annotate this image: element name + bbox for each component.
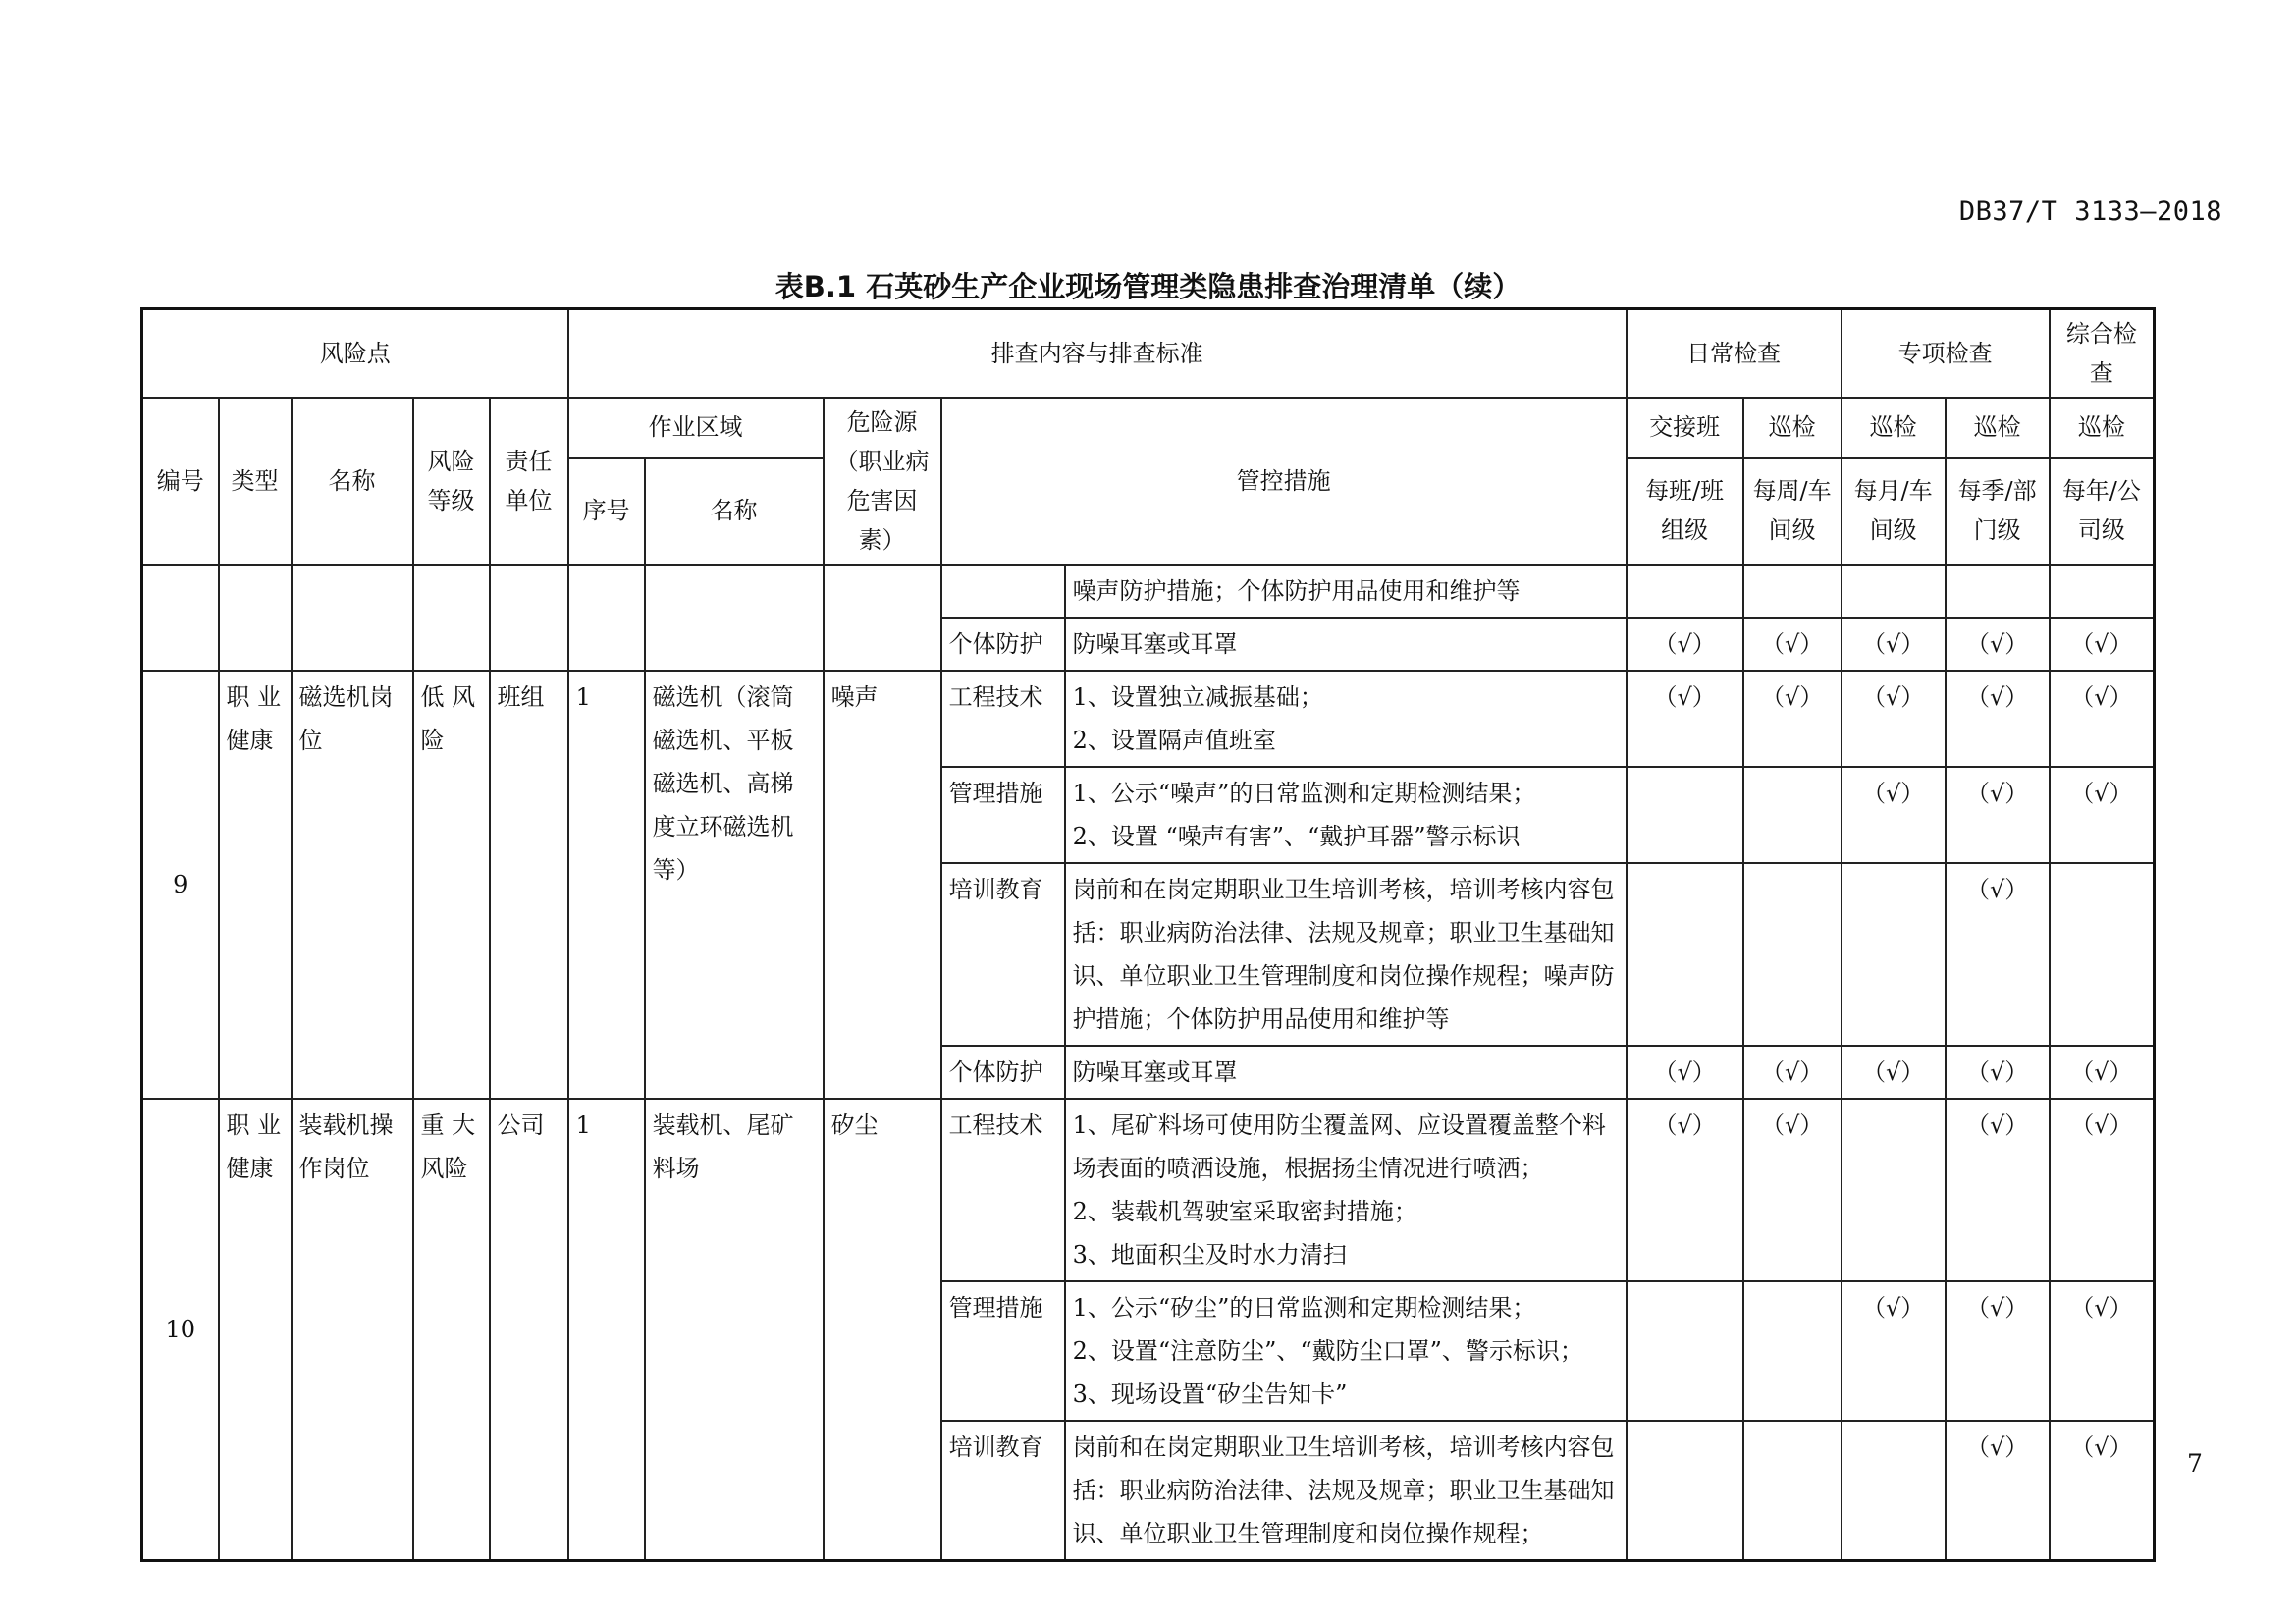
control-category: 培训教育 bbox=[941, 863, 1065, 1046]
entry-name: 磁选机岗位 bbox=[292, 671, 413, 1099]
control-measures: 防噪耳塞或耳罩 bbox=[1065, 618, 1627, 671]
header-name: 名称 bbox=[292, 398, 413, 565]
check-mark: （√） bbox=[1946, 863, 2050, 1046]
header-work-area: 作业区域 bbox=[568, 398, 824, 458]
check-mark bbox=[1842, 1099, 1946, 1281]
check-mark: （√） bbox=[1743, 671, 1842, 767]
check-mark: （√） bbox=[1946, 1099, 2050, 1281]
header-control-measures: 管控措施 bbox=[941, 398, 1627, 565]
control-category: 管理措施 bbox=[941, 767, 1065, 863]
header-comprehensive-check: 综合检查 bbox=[2050, 309, 2155, 399]
check-mark bbox=[1627, 863, 1743, 1046]
entry-name: 装载机操作岗位 bbox=[292, 1099, 413, 1561]
control-category: 管理措施 bbox=[941, 1281, 1065, 1421]
control-category bbox=[941, 565, 1065, 618]
measure-item: 3、现场设置“矽尘告知卡” bbox=[1072, 1380, 1348, 1408]
entry-seq: 1 bbox=[568, 671, 645, 1099]
check-mark: （√） bbox=[1743, 618, 1842, 671]
header-daily-check: 日常检查 bbox=[1627, 309, 1842, 399]
check-mark bbox=[1743, 1281, 1842, 1421]
check-mark bbox=[1627, 1281, 1743, 1421]
header-patrol: 巡检 bbox=[2050, 398, 2155, 458]
page-number: 7 bbox=[2187, 1449, 2203, 1478]
header-area-name: 名称 bbox=[645, 458, 824, 565]
check-mark bbox=[1743, 863, 1842, 1046]
header-check-content: 排查内容与排查标准 bbox=[568, 309, 1627, 399]
header-no: 编号 bbox=[142, 398, 219, 565]
check-mark: （√） bbox=[1743, 1046, 1842, 1099]
header-patrol: 巡检 bbox=[1946, 398, 2050, 458]
entry-type: 职 业 健康 bbox=[219, 1099, 292, 1561]
control-category: 工程技术 bbox=[941, 671, 1065, 767]
header-resp-unit: 责任单位 bbox=[490, 398, 568, 565]
cell-empty bbox=[413, 565, 490, 671]
check-mark bbox=[1842, 565, 1946, 618]
check-mark bbox=[1743, 767, 1842, 863]
header-seq: 序号 bbox=[568, 458, 645, 565]
control-measures bbox=[1065, 1099, 1627, 1281]
check-mark: （√） bbox=[1627, 1046, 1743, 1099]
check-mark: （√） bbox=[2050, 618, 2155, 671]
check-mark bbox=[1743, 1421, 1842, 1561]
header-hazard: 危险源（职业病危害因素） bbox=[824, 398, 941, 565]
control-category: 工程技术 bbox=[941, 1099, 1065, 1281]
check-mark: （√） bbox=[1627, 618, 1743, 671]
entry-risk-level: 重 大 风险 bbox=[413, 1099, 490, 1561]
measure-item: 1、公示“噪声”的日常监测和定期检测结果； bbox=[1072, 780, 1536, 807]
table-row bbox=[142, 1099, 2155, 1281]
control-category: 个体防护 bbox=[941, 1046, 1065, 1099]
table-row bbox=[142, 671, 2155, 767]
check-mark bbox=[1627, 1421, 1743, 1561]
entry-seq: 1 bbox=[568, 1099, 645, 1561]
check-mark: （√） bbox=[1627, 671, 1743, 767]
control-category: 个体防护 bbox=[941, 618, 1065, 671]
header-special-check: 专项检查 bbox=[1842, 309, 2050, 399]
table-caption: 表B.1 石英砂生产企业现场管理类隐患排查治理清单（续） bbox=[774, 270, 1522, 303]
check-mark: （√） bbox=[2050, 1421, 2155, 1561]
entry-resp-unit: 公司 bbox=[490, 1099, 568, 1561]
check-mark: （√） bbox=[1842, 618, 1946, 671]
check-mark: （√） bbox=[2050, 1281, 2155, 1421]
entry-area-name: 装载机、尾矿料场 bbox=[645, 1099, 824, 1561]
standard-number: DB37/T 3133—2018 bbox=[1958, 196, 2222, 227]
measure-item: 2、设置 “噪声有害”、“戴护耳器”警示标识 bbox=[1072, 823, 1521, 850]
control-measures: 岗前和在岗定期职业卫生培训考核，培训考核内容包括：职业病防治法律、法规及规章；职业卫生基础知识、单位职业卫生管理制度和岗位操作规程； bbox=[1065, 1421, 1627, 1561]
check-mark bbox=[1842, 863, 1946, 1046]
control-measures bbox=[1065, 1281, 1627, 1421]
check-mark: （√） bbox=[2050, 767, 2155, 863]
header-type: 类型 bbox=[219, 398, 292, 565]
table-row bbox=[142, 565, 2155, 618]
header-frequency: 每月/车间级 bbox=[1842, 458, 1946, 565]
check-mark: （√） bbox=[1946, 671, 2050, 767]
check-mark: （√） bbox=[1842, 671, 1946, 767]
measure-item: 3、地面积尘及时水力清扫 bbox=[1072, 1241, 1347, 1269]
measure-item: 1、设置独立减振基础； bbox=[1072, 683, 1323, 711]
check-mark: （√） bbox=[1946, 1421, 2050, 1561]
control-measures bbox=[1065, 671, 1627, 767]
check-mark bbox=[2050, 863, 2155, 1046]
header-frequency: 每班/班组级 bbox=[1627, 458, 1743, 565]
control-measures: 岗前和在岗定期职业卫生培训考核，培训考核内容包括：职业病防治法律、法规及规章；职业卫生基础知识、单位职业卫生管理制度和岗位操作规程；噪声防护措施；个体防护用品使用和维护等 bbox=[1065, 863, 1627, 1046]
measure-item: 1、尾矿料场可使用防尘覆盖网、应设置覆盖整个料场表面的喷洒设施，根据扬尘情况进行喷洒； bbox=[1072, 1111, 1606, 1182]
check-mark: （√） bbox=[2050, 1099, 2155, 1281]
header-risk-point: 风险点 bbox=[142, 309, 568, 399]
check-mark bbox=[1627, 767, 1743, 863]
cell-empty bbox=[219, 565, 292, 671]
cell-empty bbox=[490, 565, 568, 671]
header-patrol: 巡检 bbox=[1842, 398, 1946, 458]
check-mark: （√） bbox=[1842, 767, 1946, 863]
check-mark bbox=[1743, 565, 1842, 618]
measure-item: 2、设置隔声值班室 bbox=[1072, 727, 1276, 754]
control-measures bbox=[1065, 767, 1627, 863]
cell-empty bbox=[568, 565, 645, 671]
check-mark: （√） bbox=[1627, 1099, 1743, 1281]
measure-item: 1、公示“矽尘”的日常监测和定期检测结果； bbox=[1072, 1294, 1536, 1322]
header-risk-level: 风险等级 bbox=[413, 398, 490, 565]
cell-empty bbox=[824, 565, 941, 671]
hazard-checklist-table bbox=[140, 307, 2156, 1562]
check-mark: （√） bbox=[1842, 1046, 1946, 1099]
measure-item: 2、设置“注意防尘”、“戴防尘口罩”、警示标识； bbox=[1072, 1337, 1583, 1365]
cell-empty bbox=[645, 565, 824, 671]
entry-no: 10 bbox=[142, 1099, 219, 1561]
check-mark bbox=[1946, 565, 2050, 618]
check-mark: （√） bbox=[1743, 1099, 1842, 1281]
entry-risk-level: 低 风 险 bbox=[413, 671, 490, 1099]
check-mark: （√） bbox=[1946, 618, 2050, 671]
header-frequency: 每季/部门级 bbox=[1946, 458, 2050, 565]
entry-area-name: 磁选机（滚筒磁选机、平板磁选机、高梯度立环磁选机等） bbox=[645, 671, 824, 1099]
check-mark: （√） bbox=[1946, 1281, 2050, 1421]
header-shift-handover: 交接班 bbox=[1627, 398, 1743, 458]
cell-empty bbox=[292, 565, 413, 671]
check-mark: （√） bbox=[1946, 767, 2050, 863]
entry-no: 9 bbox=[142, 671, 219, 1099]
control-measures: 防噪耳塞或耳罩 bbox=[1065, 1046, 1627, 1099]
header-frequency: 每年/公司级 bbox=[2050, 458, 2155, 565]
control-measures: 噪声防护措施；个体防护用品使用和维护等 bbox=[1065, 565, 1627, 618]
check-mark bbox=[2050, 565, 2155, 618]
entry-hazard: 矽尘 bbox=[824, 1099, 941, 1561]
header-patrol: 巡检 bbox=[1743, 398, 1842, 458]
entry-hazard: 噪声 bbox=[824, 671, 941, 1099]
control-category: 培训教育 bbox=[941, 1421, 1065, 1561]
entry-resp-unit: 班组 bbox=[490, 671, 568, 1099]
check-mark bbox=[1627, 565, 1743, 618]
measure-item: 2、装载机驾驶室采取密封措施； bbox=[1072, 1198, 1417, 1225]
check-mark: （√） bbox=[2050, 671, 2155, 767]
check-mark bbox=[1842, 1421, 1946, 1561]
cell-empty bbox=[142, 565, 219, 671]
check-mark: （√） bbox=[1842, 1281, 1946, 1421]
check-mark: （√） bbox=[2050, 1046, 2155, 1099]
header-frequency: 每周/车间级 bbox=[1743, 458, 1842, 565]
entry-type: 职 业 健康 bbox=[219, 671, 292, 1099]
check-mark: （√） bbox=[1946, 1046, 2050, 1099]
